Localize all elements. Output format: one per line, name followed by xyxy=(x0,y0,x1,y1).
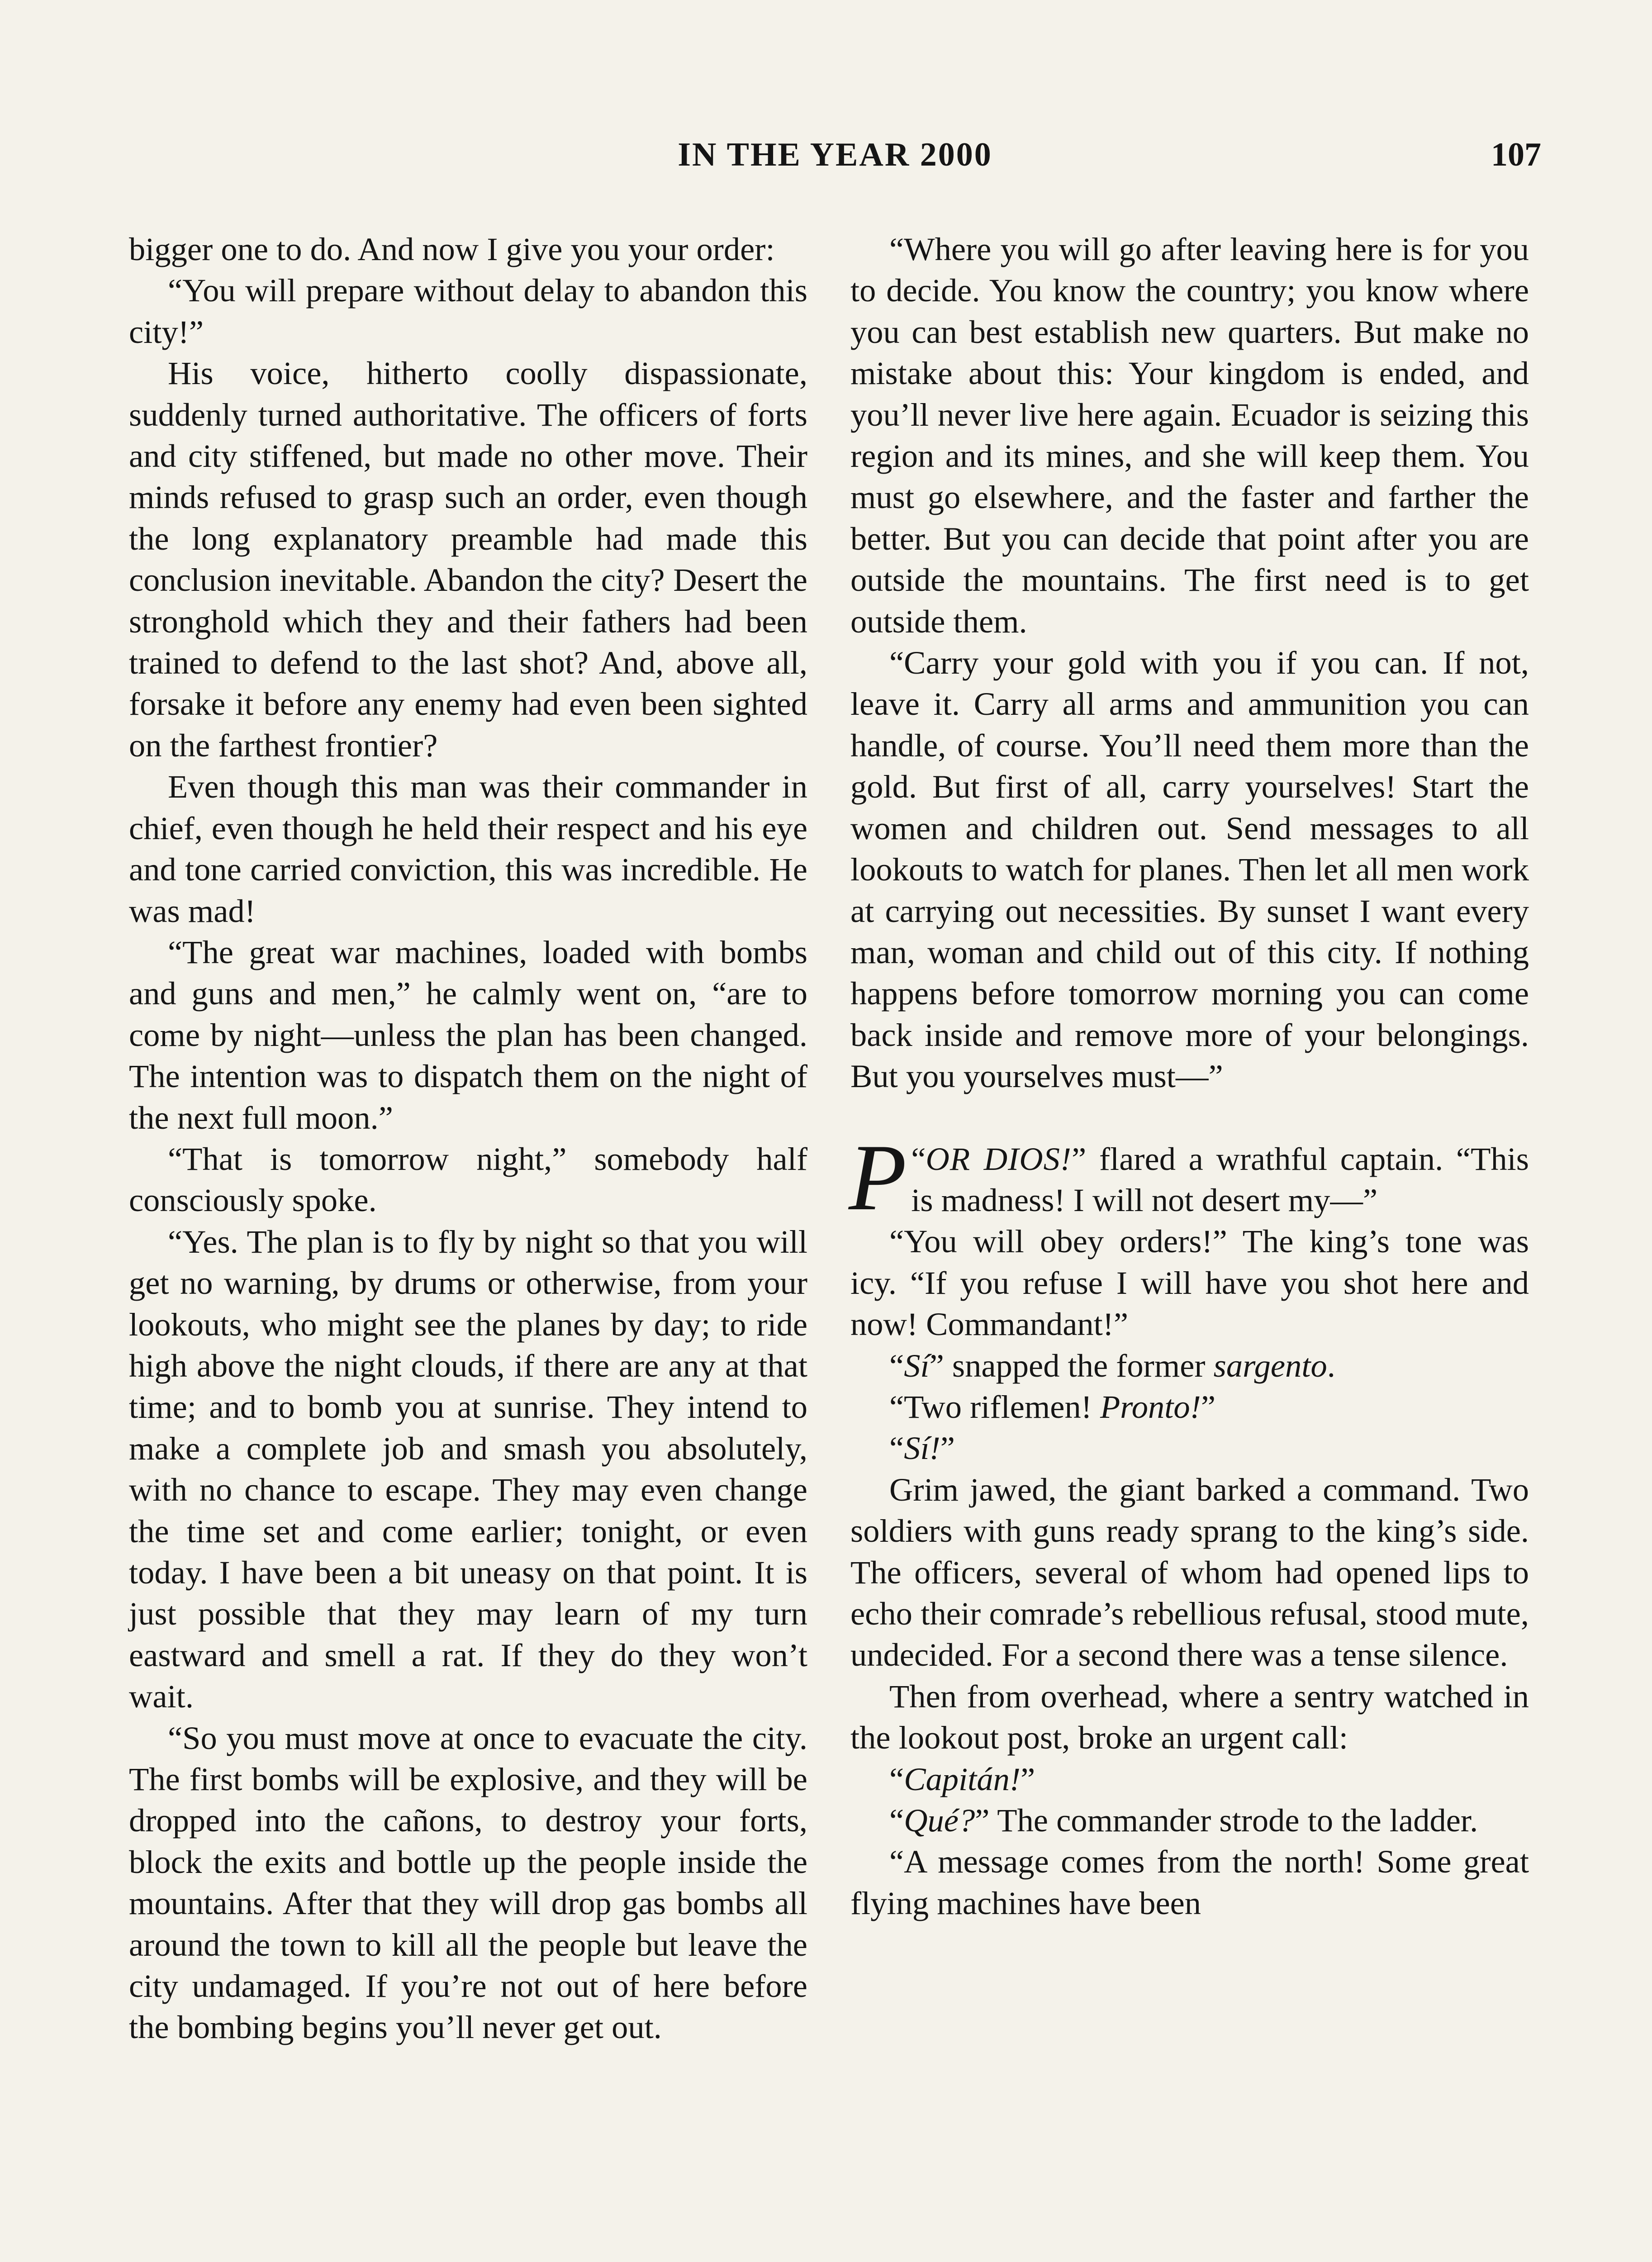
paragraph: “The great war machines, loaded with bombs and guns and men,” he calmly went on, “are to come by night—unless the plan has been changed. The intention was to dispatch them on the night of the next full moon.” xyxy=(129,933,807,1136)
italic-word: Sí! xyxy=(904,1430,940,1467)
paragraph xyxy=(850,1427,1529,1468)
left-column xyxy=(129,228,807,2048)
quote-open: “ xyxy=(889,1347,904,1384)
paragraph-text: ” flared a wrathful captain. “This is madness! I will not desert my—” xyxy=(911,1140,1529,1218)
paragraph: “A message comes from the north! Some great flying machines have been xyxy=(850,1843,1529,1921)
paragraph-text: ” xyxy=(1201,1388,1216,1425)
paragraph xyxy=(850,1386,1529,1427)
running-title: IN THE YEAR 2000 xyxy=(678,136,992,173)
paragraph xyxy=(850,1758,1529,1800)
italic-word: sargento xyxy=(1213,1347,1327,1384)
paragraph: Even though this man was their commander in chief, even though he held their respect and his eye and tone carried conviction, this was incredible. He was mad! xyxy=(129,768,807,929)
paragraph: “So you must move at once to evacuate the city. The first bombs will be explosive, and they will be dropped into the cañons, to destroy your forts, block the exits and bottle up the people inside the mountains. After that they will drop gas bombs all around the town to kill all the people but leave the city undamaged. If you’re not out of here before the bombing begins you’ll never get out. xyxy=(129,1719,807,2046)
paragraph xyxy=(850,1345,1529,1386)
paragraph: “Where you will go after leaving here is for you to decide. You know the country; you know where you can best establish new quarters. But make no mistake about this: Your kingdom is ended, and you’ll never live here again. Ecuador is seizing this region and its mines, and she will keep them. You must go elsewhere, and the faster and farther the better. But you can decide that point after you are outside the mountains. The first need is to get outside them. xyxy=(850,231,1529,640)
paragraph-text: ” snapped the former xyxy=(929,1347,1214,1384)
paragraph: Grim jawed, the giant barked a command. Two soldiers with guns ready sprang to the king’s side. The officers, several of whom had opened lips to echo their comrade’s rebellious refusal, stood mute, undecided. For a second there was a tense silence. xyxy=(850,1471,1529,1673)
paragraph-text: ” The commander strode to the ladder. xyxy=(975,1802,1478,1839)
italic-word: Pronto! xyxy=(1100,1388,1201,1425)
section-opening-paragraph xyxy=(849,1125,1529,1230)
page-number: 107 xyxy=(1491,136,1541,173)
paragraph: “Carry your gold with you if you can. If not, leave it. Carry all arms and ammunition you can handle, of course. You’ll need them more than the gold. But first of all, carry yourselves! Start the women and children out. Send messages to all lookouts to watch for planes. Then let all men work at carrying out necessities. By sunset I want every man, woman and child out of this city. If nothing happens before tomorrow morning you can come back inside and remove more of your belongings. But you yourselves must—” xyxy=(850,644,1529,1095)
paragraph: His voice, hitherto coolly dispassionate, suddenly turned authoritative. The officers of forts and city stiffened, but made no other move. Their minds refused to grasp such an order, even though the long explanatory preamble had made this conclusion inevitable. Abandon the city? Desert the stronghold which they and their fathers had been trained to defend to the last shot? And, above all, forsake it before any enemy had even been sighted on the farthest frontier? xyxy=(129,355,807,764)
paragraph-text: “Two riflemen! xyxy=(889,1388,1100,1425)
paragraph-text: . xyxy=(1327,1347,1335,1384)
paragraph: “That is tomorrow night,” somebody half consciously spoke. xyxy=(129,1140,807,1219)
quote-open: “ xyxy=(889,1802,904,1839)
paragraph: bigger one to do. And now I give you your order: xyxy=(129,231,775,267)
open-quote: “ xyxy=(911,1140,926,1177)
paragraph: “You will obey orders!” The king’s tone was icy. “If you refuse I will have you shot here and now! Commandant!” xyxy=(850,1223,1529,1343)
paragraph: Then from overhead, where a sentry watched in the lookout post, broke an urgent call: xyxy=(850,1677,1529,1756)
italic-word: Capitán! xyxy=(904,1760,1021,1797)
quote-close: ” xyxy=(940,1430,955,1467)
right-column xyxy=(850,228,1529,1924)
paragraph xyxy=(850,1800,1529,1841)
italic-word: Sí xyxy=(904,1347,930,1384)
paragraph: “You will prepare without delay to abandon this city!” xyxy=(129,272,807,350)
paragraph: “Yes. The plan is to fly by night so that you will get no warning, by drums or otherwise, from your lookouts, who might see the planes by day; to ride high above the night clouds, if there are any at that time; and to bomb you at sunrise. They intend to make a complete job and smash you absolutely, with no chance to escape. They may even change the time set and come earlier; tonight, or even today. I have been a bit uneasy on that point. It is just possible that they may learn of my turn eastward and smell a rat. If they do they won’t wait. xyxy=(129,1223,807,1715)
quote-open: “ xyxy=(889,1430,904,1467)
exclamation: OR DIOS! xyxy=(926,1140,1072,1177)
page-header xyxy=(129,136,1541,185)
quote-close: ” xyxy=(1020,1760,1035,1797)
drop-cap: P xyxy=(849,1125,907,1230)
quote-open: “ xyxy=(889,1760,904,1797)
italic-word: Qué? xyxy=(904,1802,975,1839)
